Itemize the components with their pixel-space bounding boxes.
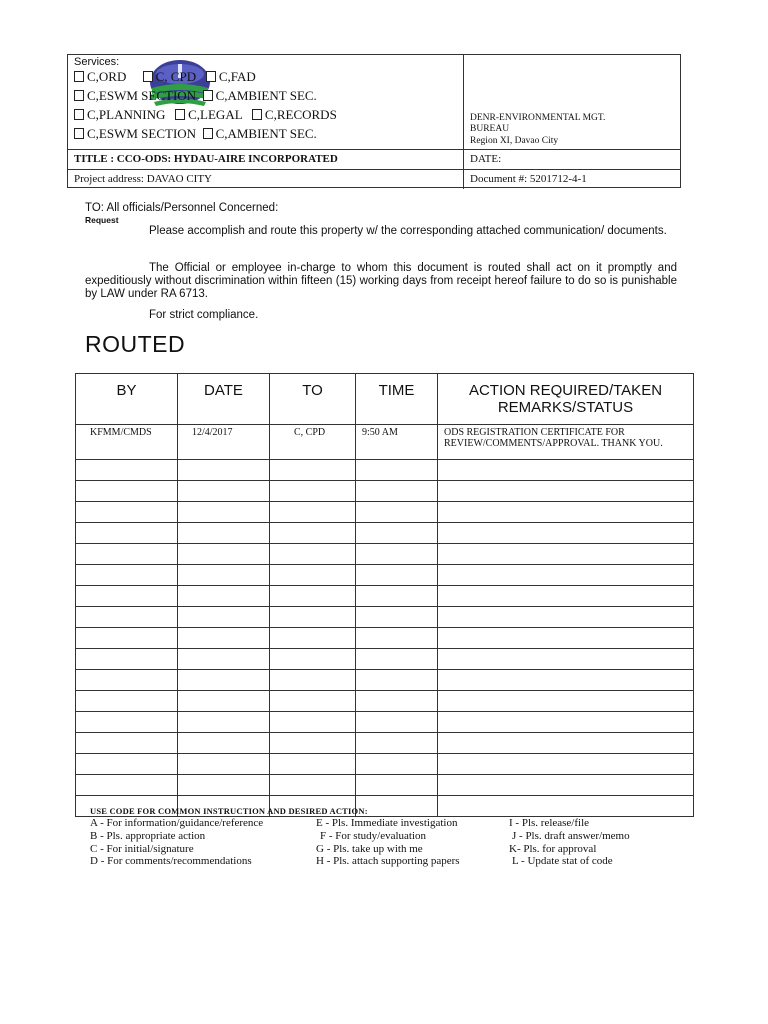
cell-time[interactable] — [356, 691, 438, 712]
cell-action-text: ODS REGISTRATION CERTIFICATE FOR REVIEW/COMMENTS/APPROVAL. THANK YOU. — [444, 427, 663, 449]
routing-table — [75, 373, 694, 817]
cell-time[interactable] — [356, 460, 438, 481]
table-row — [76, 628, 694, 649]
cell-to[interactable] — [270, 544, 356, 565]
checkbox[interactable] — [74, 71, 84, 82]
cell-date[interactable] — [178, 754, 270, 775]
code-a: A - For information/guidance/reference — [90, 817, 264, 829]
cell-to[interactable] — [270, 712, 356, 733]
cell-to[interactable] — [270, 481, 356, 502]
date-label: DATE: — [470, 153, 502, 165]
agency-cell — [464, 55, 680, 149]
cell-to — [270, 425, 356, 460]
cell-time-text: 9:50 AM — [362, 427, 398, 438]
cell-action[interactable] — [438, 733, 694, 754]
title-label: TITLE : — [74, 153, 117, 165]
cell-by[interactable] — [76, 628, 178, 649]
code-i: I - Pls. release/file — [509, 817, 590, 829]
service-cpd: C, CPD — [155, 69, 197, 84]
cell-by[interactable] — [76, 733, 178, 754]
col-header-time: TIME — [356, 374, 438, 425]
cell-to[interactable] — [270, 754, 356, 775]
checkbox[interactable] — [252, 109, 262, 120]
title-cell — [68, 150, 464, 169]
checkbox[interactable] — [175, 109, 185, 120]
cell-date[interactable] — [178, 481, 270, 502]
cell-date[interactable] — [178, 502, 270, 523]
checkbox[interactable] — [74, 109, 84, 120]
table-row — [76, 775, 694, 796]
code-e: E - Pls. Immediate investigation — [316, 817, 458, 829]
cell-to[interactable] — [270, 523, 356, 544]
checkbox[interactable] — [203, 90, 213, 101]
date-cell — [464, 150, 680, 169]
service-eswm-2: C,ESWM SECTION — [87, 126, 197, 141]
code-c: C - For initial/signature — [90, 843, 194, 855]
cell-time[interactable] — [356, 565, 438, 586]
cell-time[interactable] — [356, 712, 438, 733]
service-ambient-2: C,AMBIENT SEC. — [215, 126, 317, 141]
agency-name-line2: BUREAU — [470, 124, 510, 134]
paragraph-3: For strict compliance. — [149, 309, 259, 321]
project-row — [68, 169, 680, 189]
cell-time[interactable] — [356, 796, 438, 817]
table-row — [76, 649, 694, 670]
cell-by[interactable] — [76, 712, 178, 733]
project-label: Project address: — [74, 173, 147, 185]
cell-action[interactable] — [438, 775, 694, 796]
cell-to[interactable] — [270, 733, 356, 754]
col-header-action: ACTION REQUIRED/TAKEN REMARKS/STATUS — [438, 374, 694, 425]
cell-action[interactable] — [438, 502, 694, 523]
table-row — [76, 425, 694, 460]
col-header-to: TO — [270, 374, 356, 425]
cell-to[interactable] — [270, 565, 356, 586]
cell-date[interactable] — [178, 775, 270, 796]
cell-action[interactable] — [438, 754, 694, 775]
cell-date[interactable] — [178, 712, 270, 733]
cell-to[interactable] — [270, 628, 356, 649]
table-row — [76, 670, 694, 691]
checkbox[interactable] — [74, 90, 84, 101]
cell-by[interactable] — [76, 586, 178, 607]
col-header-date: DATE — [178, 374, 270, 425]
cell-action[interactable] — [438, 544, 694, 565]
cell-action[interactable] — [438, 670, 694, 691]
checkbox[interactable] — [206, 71, 216, 82]
cell-time[interactable] — [356, 733, 438, 754]
cell-to[interactable] — [270, 460, 356, 481]
table-row — [76, 712, 694, 733]
table-row — [76, 523, 694, 544]
service-line-1 — [74, 69, 256, 85]
cell-time[interactable] — [356, 502, 438, 523]
cell-by[interactable] — [76, 481, 178, 502]
cell-date-text: 12/4/2017 — [192, 427, 233, 438]
service-legal: C,LEGAL — [188, 107, 243, 122]
code-f: F - For study/evaluation — [320, 830, 427, 842]
cell-action[interactable] — [438, 460, 694, 481]
cell-date[interactable] — [178, 523, 270, 544]
header-box — [67, 54, 681, 188]
checkbox[interactable] — [143, 71, 153, 82]
checkbox[interactable] — [203, 128, 213, 139]
routed-title: ROUTED — [85, 331, 186, 357]
table-row — [76, 460, 694, 481]
project-value: DAVAO CITY — [146, 173, 212, 185]
cell-by[interactable] — [76, 502, 178, 523]
table-row — [76, 586, 694, 607]
cell-action[interactable] — [438, 481, 694, 502]
table-row — [76, 544, 694, 565]
cell-date[interactable] — [178, 628, 270, 649]
title-value: CCO-ODS: HYDAU-AIRE INCORPORATED — [116, 153, 338, 165]
cell-time[interactable] — [356, 754, 438, 775]
cell-action[interactable] — [438, 796, 694, 817]
cell-time[interactable] — [356, 523, 438, 544]
service-ambient: C,AMBIENT SEC. — [215, 88, 317, 103]
cell-time[interactable] — [356, 649, 438, 670]
cell-by[interactable] — [76, 565, 178, 586]
table-row — [76, 565, 694, 586]
cell-by[interactable] — [76, 460, 178, 481]
cell-time[interactable] — [356, 607, 438, 628]
table-row — [76, 607, 694, 628]
table-row — [76, 691, 694, 712]
cell-time[interactable] — [356, 481, 438, 502]
cell-date[interactable] — [178, 649, 270, 670]
to-line: TO: All officials/Personnel Concerned: — [85, 202, 279, 214]
cell-to[interactable] — [270, 502, 356, 523]
service-line-2 — [74, 88, 317, 104]
service-line-3 — [74, 107, 337, 123]
cell-action[interactable] — [438, 607, 694, 628]
document-number: 5201712-4-1 — [529, 173, 587, 185]
cell-time[interactable] — [356, 586, 438, 607]
table-row — [76, 754, 694, 775]
agency-name-line1: DENR-ENVIRONMENTAL MGT. — [470, 113, 606, 123]
checkbox[interactable] — [74, 128, 84, 139]
cell-action[interactable] — [438, 628, 694, 649]
services-label: Services: — [74, 56, 120, 68]
cell-action[interactable] — [438, 523, 694, 544]
cell-time[interactable] — [356, 544, 438, 565]
cell-to[interactable] — [270, 670, 356, 691]
cell-date[interactable] — [178, 460, 270, 481]
cell-to[interactable] — [270, 607, 356, 628]
cell-by[interactable] — [76, 754, 178, 775]
cell-time[interactable] — [356, 628, 438, 649]
cell-time[interactable] — [356, 670, 438, 691]
cell-date[interactable] — [178, 670, 270, 691]
code-d: D - For comments/recommendations — [90, 855, 252, 867]
cell-by[interactable] — [76, 523, 178, 544]
table-row — [76, 733, 694, 754]
request-label: Request — [85, 215, 119, 225]
paragraph-1: Please accomplish and route this property w/ the corresponding attached communication/ documents. — [149, 225, 667, 237]
service-ord: C,ORD — [87, 69, 127, 84]
cell-by — [76, 425, 178, 460]
cell-action[interactable] — [438, 712, 694, 733]
cell-by[interactable] — [76, 607, 178, 628]
cell-date[interactable] — [178, 733, 270, 754]
cell-time — [356, 425, 438, 460]
cell-date[interactable] — [178, 544, 270, 565]
cell-by-text: KFMM/CMDS — [90, 427, 152, 438]
cell-by[interactable] — [76, 670, 178, 691]
service-records: C,RECORDS — [264, 107, 337, 122]
cell-to[interactable] — [270, 691, 356, 712]
services-cell — [68, 55, 464, 149]
table-row — [76, 481, 694, 502]
col-header-by: BY — [76, 374, 178, 425]
cell-action[interactable] — [438, 649, 694, 670]
service-planning: C,PLANNING — [87, 107, 166, 122]
service-eswm: C,ESWM SECTION — [87, 88, 197, 103]
document-cell — [464, 170, 680, 189]
cell-by[interactable] — [76, 775, 178, 796]
cell-by[interactable] — [76, 544, 178, 565]
cell-to[interactable] — [270, 586, 356, 607]
cell-time[interactable] — [356, 775, 438, 796]
code-h: H - Pls. attach supporting papers — [316, 855, 460, 867]
cell-action[interactable] — [438, 691, 694, 712]
cell-date — [178, 425, 270, 460]
cell-action — [438, 425, 694, 460]
code-l: L - Update stat of code — [512, 855, 613, 867]
cell-date[interactable] — [178, 565, 270, 586]
table-header-row — [76, 374, 694, 425]
document-label: Document #: — [470, 173, 530, 185]
code-b: B - Pls. appropriate action — [90, 830, 206, 842]
code-k: K- Pls. for approval — [509, 843, 597, 855]
cell-action[interactable] — [438, 586, 694, 607]
cell-action[interactable] — [438, 565, 694, 586]
code-g: G - Pls. take up with me — [316, 843, 423, 855]
agency-region: Region XI, Davao City — [470, 136, 559, 146]
cell-to[interactable] — [270, 649, 356, 670]
title-row — [68, 149, 680, 169]
service-fad: C,FAD — [218, 69, 256, 84]
codes-title: USE CODE FOR COMMON INSTRUCTION AND DESIRED ACTION: — [90, 806, 368, 816]
cell-date[interactable] — [178, 586, 270, 607]
cell-by[interactable] — [76, 649, 178, 670]
cell-date[interactable] — [178, 607, 270, 628]
cell-to[interactable] — [270, 775, 356, 796]
cell-date[interactable] — [178, 691, 270, 712]
cell-by[interactable] — [76, 691, 178, 712]
paragraph-2: The Official or employee in-charge to whom this document is routed shall act on it promptly and expeditiously without discrimination within fifteen (15) working days from receipt hereof failure to do so is punishable by LAW under RA 6713. — [85, 262, 677, 300]
project-cell — [68, 170, 464, 189]
code-j: J - Pls. draft answer/memo — [512, 830, 630, 842]
service-line-4 — [74, 126, 317, 142]
cell-to-text: C, CPD — [294, 427, 326, 438]
table-row — [76, 502, 694, 523]
